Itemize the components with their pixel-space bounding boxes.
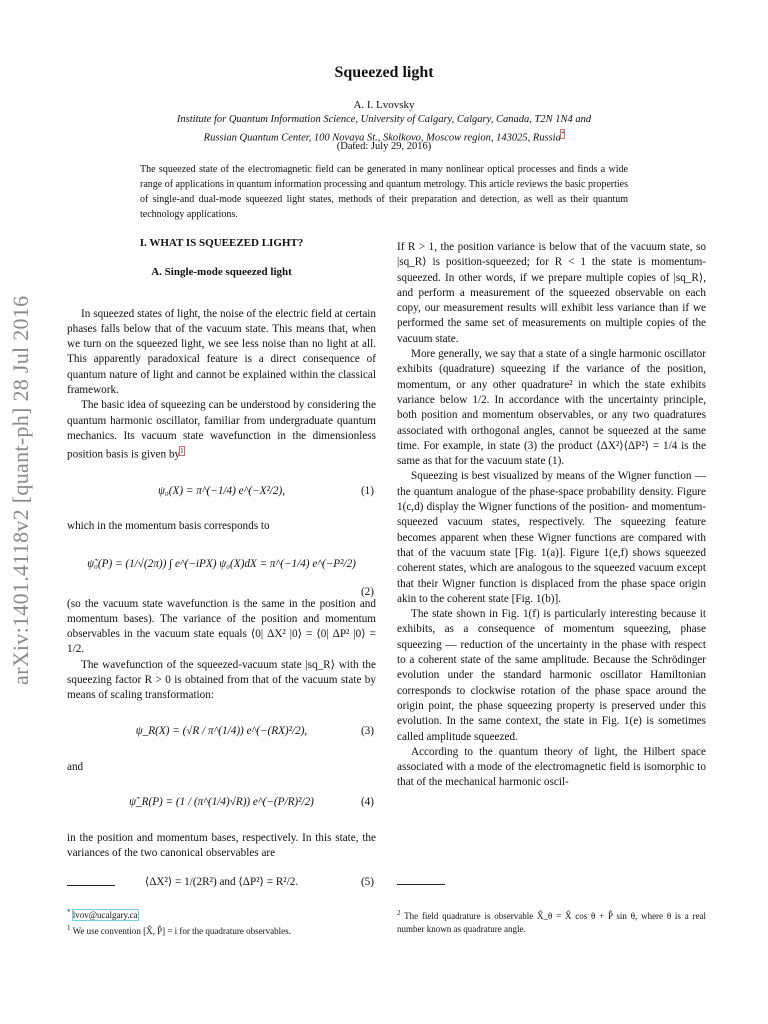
equation <box>67 783 376 823</box>
footnote-2 <box>397 907 706 936</box>
paper-title: Squeezed light <box>334 64 434 81</box>
equation-number: (4) <box>360 796 374 809</box>
equation-number: (3) <box>360 725 374 738</box>
paragraph <box>67 398 376 463</box>
footnote-text: The field quadrature is observable X̂_θ = X̂ cos θ + P̂ sin θ, where θ is a real number known as quadrature angle. <box>397 911 706 934</box>
paragraph: which in the momentum basis corresponds to <box>67 520 270 533</box>
equation-body: ⟨ΔX²⟩ = 1/(2R²) and ⟨ΔP²⟩ = R²/2. <box>144 875 299 888</box>
paragraph: According to the quantum theory of light, the Hilbert space associated with a mode of the electromagnetic field is isomorphic to that of the mechanical harmonic oscil- <box>397 745 706 789</box>
paragraph: The state shown in Fig. 1(f) is particularly interesting because it exhibits, as a consequence of momentum squeezing, phase squeezing — reduction of the uncertainty in the phase with respect to a coherent state of the same amplitude. Because the Schrödinger evolution under the standard harmonic oscillator Hamiltonian corresponds to clockwise rotation of the phase space around the origin point, the phase squeezing property is preserved under this evolution. In the same context, the state in Fig. 1(e) is sometimes called amplitude squeezed. <box>397 608 706 743</box>
left-column <box>67 236 376 904</box>
affiliation-line-1: Institute for Quantum Information Science, University of Calgary, Calgary, Canada, T2N 1N4 and <box>176 114 592 125</box>
footnote-marker: 1 <box>67 924 71 932</box>
affiliation-line-2: Russian Quantum Center, 100 Novaya St., Skolkovo, Moscow region, 143025, Russia <box>203 132 561 144</box>
footnote-email <box>67 906 376 922</box>
date-line: (Dated: July 29, 2016) <box>336 141 432 152</box>
footnote-rule <box>67 885 115 886</box>
email-link[interactable]: lvov@ucalgary.ca <box>72 910 138 920</box>
paragraph: If R > 1, the position variance is below that of the vacuum state, so |sq_R⟩ is position-squeezed; for R < 1 the state is momentum-squeezed. In other words, if we prepare multiple copies of |sq_R⟩, and perform a measurement of the squeezed observable on each copy, our measurement results will exhibit less variance than if we performed the same set of measurements on multiple copies of the vacuum state. <box>397 241 706 345</box>
right-column <box>397 240 706 791</box>
equation <box>67 543 376 599</box>
paragraph: More generally, we say that a state of a single harmonic oscillator exhibits (quadrature) squeezing if the variance of the position, momentum, or any other quadrature² in which the state exhibits variance below 1/2. In accordance with the uncertainty principle, both position and momentum observables, or any two quadratures associated with orthogonal angles, cannot be squeezed at the same time. For example, in state (3) the product ⟨ΔX²⟩⟨ΔP²⟩ = 1/4 is the same as that for the vacuum state (1). <box>397 348 706 468</box>
equation <box>67 471 376 511</box>
author-name: A. I. Lvovsky <box>353 99 415 111</box>
paragraph: in the position and momentum bases, respectively. In this state, the variances of the two canonical observables are <box>67 831 376 860</box>
equation <box>67 870 376 896</box>
footnote-rule <box>397 884 445 885</box>
equation-body: ψ_R(X) = (√R / π^(1/4)) e^(−(RX)²/2), <box>135 725 308 738</box>
section-heading: I. WHAT IS SQUEEZED LIGHT? <box>139 237 304 249</box>
equation-body: ψ₀(X) = π^(−1/4) e^(−X²/2), <box>157 484 286 497</box>
paragraph: and <box>67 760 84 773</box>
equation-number: (5) <box>360 875 374 888</box>
footnote-marker: 2 <box>397 909 401 917</box>
equation-number: (1) <box>360 484 374 497</box>
footnote-text: We use convention [X̂, P̂] = i for the quadrature observables. <box>72 926 291 936</box>
equation-body: ψ̃₀(P) = (1/√(2π)) ∫ e^(−iPX) ψ₀(X)dX = π^(−1/4) e^(−P²/2) <box>87 557 356 570</box>
paragraph-text: The basic idea of squeezing can be understood by considering the quantum harmonic oscillator, familiar from undergraduate quantum mechanics. Its vacuum state wavefunction in the dimensionless position basis is given by <box>67 399 376 461</box>
footnote-1 <box>67 922 376 938</box>
footnote-link[interactable]: 1 <box>180 447 184 456</box>
equation-body: ψ̃_R(P) = (1 / (π^(1/4)√R)) e^(−(P/R)²/2) <box>129 796 314 809</box>
arxiv-identifier[interactable]: arXiv:1401.4118v2 [quant-ph] 28 Jul 2016 <box>8 295 33 685</box>
paragraph: In squeezed states of light, the noise of the electric field at certain phases falls below that of the vacuum state. This means that, when we turn on the squeezed light, we see less noise than no light at all. This apparently paradoxical feature is a direct consequence of quantum nature of light and cannot be explained within the classical framework. <box>67 307 376 397</box>
footnotes-left <box>67 906 376 938</box>
abstract: The squeezed state of the electromagnetic field can be generated in many nonlinear optical processes and finds a wide range of applications in quantum information processing and quantum metrology. This article reviews the basic properties of single-and dual-mode squeezed light states, methods of their preparation and detection, as well as their quantum technology applications. <box>140 164 628 220</box>
footnote-marker: * <box>67 908 71 916</box>
equation-number: (2) <box>360 586 374 599</box>
affiliation-footnote-link[interactable]: * <box>560 130 565 138</box>
subsection-heading: A. Single-mode squeezed light <box>151 266 292 279</box>
paragraph: The wavefunction of the squeezed-vacuum state |sq_R⟩ with the squeezing factor R > 0 is obtained from that of the vacuum state by means of scaling transformation: <box>67 658 376 702</box>
equation <box>67 712 376 752</box>
paragraph: (so the vacuum state wavefunction is the same in the position and momentum bases). The variance of the position and momentum observables in the vacuum state equals ⟨0| ΔX² |0⟩ = ⟨0| ΔP² |0⟩ = 1/2. <box>67 597 376 656</box>
paragraph: Squeezing is best visualized by means of the Wigner function — the quantum analogue of the phase-space probability density. Figure 1(c,d) display the Wigner functions of the position- and momentum-squeezed vacuum states, respectively. The squeezing feature becomes apparent when these Wigner functions are compared with that of the vacuum state [Fig. 1(a)]. Figure 1(e,f) shows squeezed coherent states, which are analogous to the squeezed vacuum except that their Wigner function is displaced from the phase space origin akin to the coherent state [Fig. 1(b)]. <box>397 470 706 605</box>
